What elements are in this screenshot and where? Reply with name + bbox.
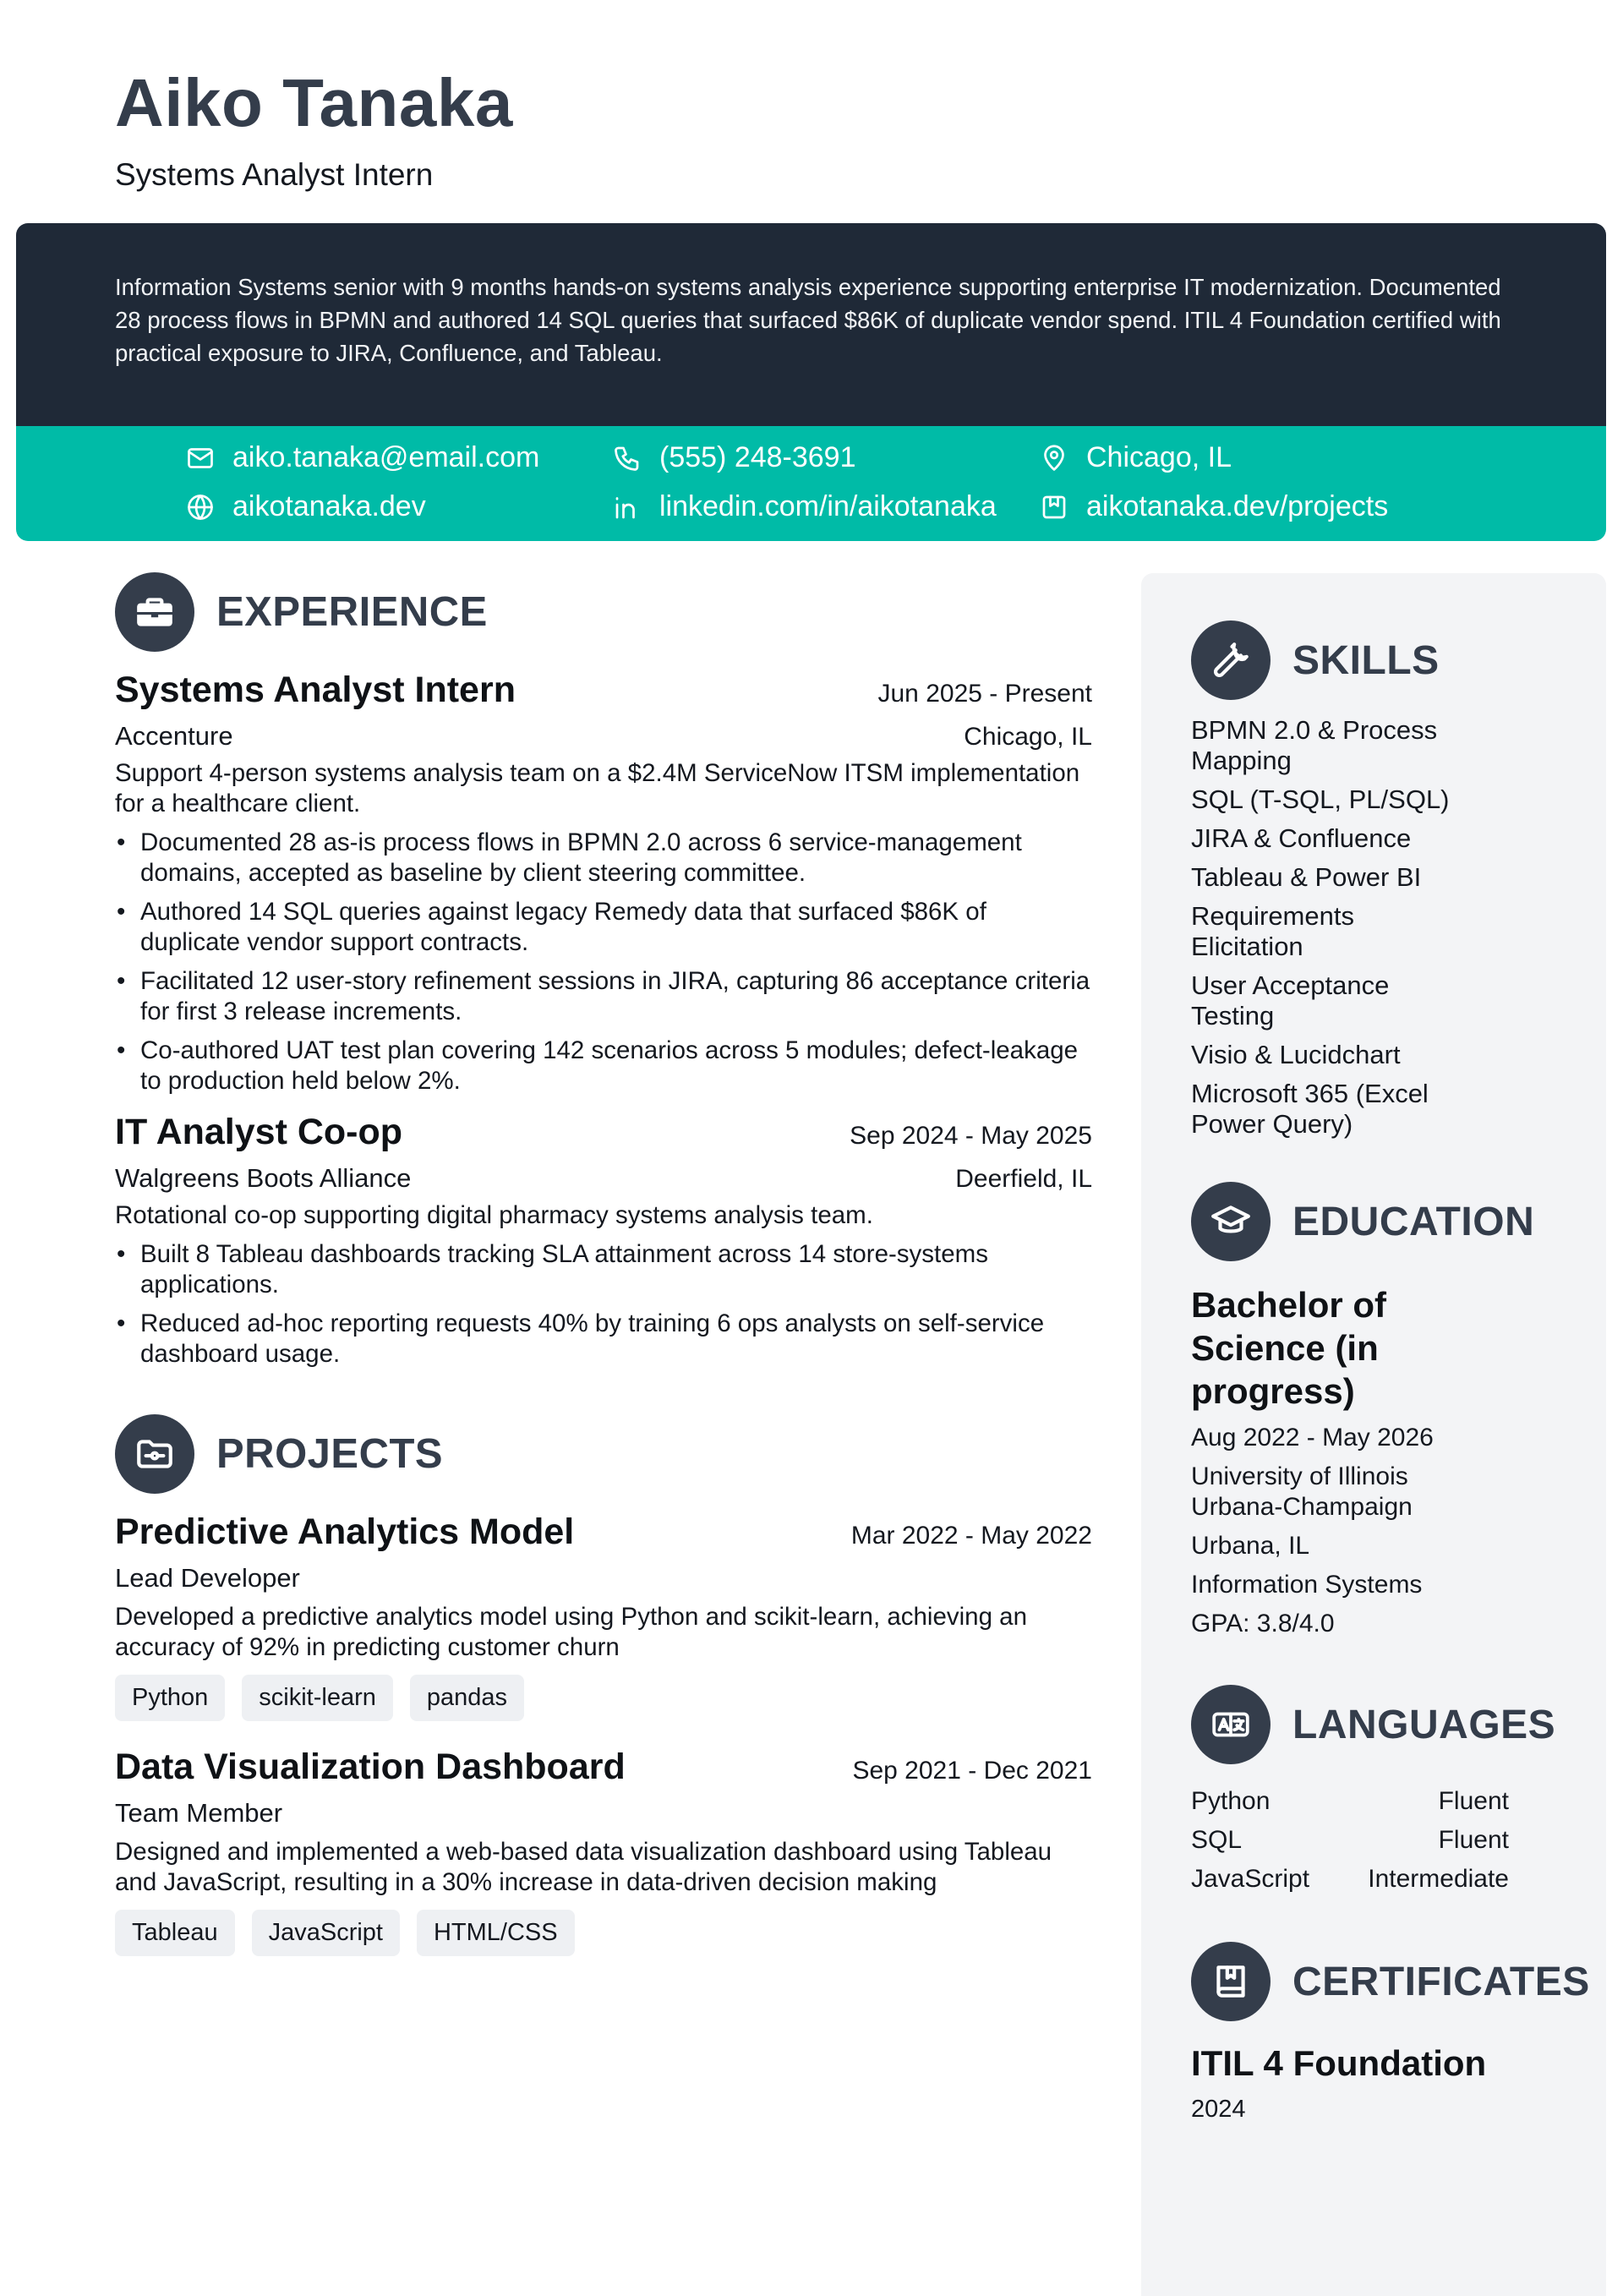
project-title: Data Visualization Dashboard — [115, 1747, 626, 1787]
certificate-year: 2024 — [1191, 2096, 1246, 2123]
linkedin-text: linkedin.com/in/aikotanaka — [659, 490, 997, 522]
job-title: Systems Analyst Intern — [115, 670, 516, 710]
project-tags — [115, 1910, 1092, 1956]
skills-list — [1191, 715, 1470, 1140]
language-name: JavaScript — [1191, 1865, 1310, 1893]
school-name: University of Illinois Urbana-Champaign — [1191, 1462, 1413, 1521]
project-role: Team Member — [115, 1798, 283, 1828]
skill-item: User Acceptance Testing — [1191, 970, 1390, 1030]
job-location: Deerfield, IL — [955, 1165, 1092, 1193]
job-title: IT Analyst Co-op — [115, 1112, 403, 1152]
languages-title: LANGUAGES — [1292, 1702, 1556, 1747]
tech-tag: scikit-learn — [242, 1675, 393, 1721]
linkedin-icon — [612, 492, 642, 522]
bullet-item: • Reduced ad-hoc reporting requests 40% by training 6 ops analysts on self-service dashboard usage. — [115, 1309, 1092, 1369]
skills-heading — [1191, 620, 1580, 700]
company-name: Accenture — [115, 721, 233, 751]
bullet-item: • Authored 14 SQL queries against legacy Remedy data that surfaced $86K of duplicate vendor support contracts. — [115, 897, 1092, 958]
job-bullets — [115, 1239, 1092, 1369]
language-row — [1191, 1786, 1509, 1817]
project-title: Predictive Analytics Model — [115, 1512, 575, 1552]
skill-item: Requirements Elicitation — [1191, 901, 1354, 961]
main-column — [115, 571, 1092, 1956]
certificate-name: ITIL 4 Foundation — [1191, 2043, 1487, 2083]
job-description: Support 4-person systems analysis team on a $2.4M ServiceNow ITSM implementation for a healthcare client. — [115, 759, 1080, 817]
briefcase-icon — [115, 572, 194, 652]
email-text: aiko.tanaka@email.com — [232, 441, 540, 473]
gpa: GPA: 3.8/4.0 — [1191, 1610, 1335, 1637]
education-title: EDUCATION — [1292, 1199, 1535, 1244]
projects-title: PROJECTS — [216, 1431, 444, 1477]
summary-section — [16, 223, 1606, 426]
summary-text: Information Systems senior with 9 months hands-on systems analysis experience supporting enterprise IT modernization. Documented 28 process flows in BPMN and authored 14 SQL queries that surfaced $86K of duplicate vendor spend. ITIL 4 Foundation certified with practical exposure to JIRA, Confluence, and Tableau. — [115, 274, 1501, 366]
location-text: Chicago, IL — [1086, 441, 1232, 473]
bullet-item: • Co-authored UAT test plan covering 142 scenarios across 5 modules; defect-leakage to production held below 2%. — [115, 1036, 1092, 1096]
education-entry — [1191, 1283, 1580, 1639]
contact-phone[interactable] — [612, 441, 856, 474]
experience-heading — [115, 571, 1092, 653]
contact-linkedin[interactable] — [612, 490, 997, 523]
skills-title: SKILLS — [1292, 637, 1440, 683]
project-entry — [115, 1512, 1092, 1721]
skill-item: Tableau & Power BI — [1191, 862, 1422, 892]
project-role: Lead Developer — [115, 1563, 300, 1593]
folder-icon — [115, 1414, 194, 1494]
phone-text: (555) 248-3691 — [659, 441, 856, 473]
resume-header — [115, 63, 513, 193]
globe-icon — [185, 492, 216, 522]
portfolio-text: aikotanaka.dev/projects — [1086, 490, 1389, 522]
language-level: Intermediate — [1368, 1865, 1509, 1893]
book-icon — [1191, 1942, 1271, 2021]
tech-tag: Tableau — [115, 1910, 235, 1956]
candidate-name: Aiko Tanaka — [115, 65, 513, 140]
skill-item: JIRA & Confluence — [1191, 823, 1412, 853]
contact-bar — [16, 426, 1606, 541]
language-level: Fluent — [1438, 1787, 1509, 1815]
experience-entry — [115, 1112, 1092, 1369]
website-text: aikotanaka.dev — [232, 490, 426, 522]
contact-portfolio[interactable] — [1039, 490, 1388, 523]
contact-website[interactable] — [185, 490, 426, 523]
tech-tag: HTML/CSS — [417, 1910, 575, 1956]
degree: Bachelor of Science (in progress) — [1191, 1285, 1387, 1411]
school-location: Urbana, IL — [1191, 1532, 1310, 1560]
tech-tag: Python — [115, 1675, 225, 1721]
projects-heading — [115, 1413, 1092, 1495]
job-dates: Jun 2025 - Present — [877, 680, 1092, 708]
bullet-item: • Facilitated 12 user-story refinement sessions in JIRA, capturing 86 acceptance criteria for first 3 release increments. — [115, 966, 1092, 1027]
skill-item: SQL (T-SQL, PL/SQL) — [1191, 784, 1450, 814]
job-location: Chicago, IL — [964, 723, 1092, 751]
certificate-entry — [1191, 2043, 1580, 2124]
mail-icon — [185, 443, 216, 473]
candidate-title: Systems Analyst Intern — [115, 157, 434, 192]
language-name: SQL — [1191, 1826, 1243, 1854]
major: Information Systems — [1191, 1571, 1423, 1599]
graduation-cap-icon — [1191, 1182, 1271, 1261]
job-bullets — [115, 828, 1092, 1096]
skill-item: BPMN 2.0 & Process Mapping — [1191, 715, 1438, 775]
skill-item: Microsoft 365 (Excel Power Query) — [1191, 1079, 1429, 1139]
experience-entry — [115, 670, 1092, 1096]
project-dates: Sep 2021 - Dec 2021 — [852, 1757, 1092, 1785]
certificates-title: CERTIFICATES — [1292, 1959, 1590, 2004]
wrench-icon — [1191, 620, 1271, 700]
contact-location — [1039, 441, 1232, 474]
language-name: Python — [1191, 1787, 1271, 1815]
tech-tag: pandas — [410, 1675, 524, 1721]
project-dates: Mar 2022 - May 2022 — [850, 1522, 1092, 1550]
language-level: Fluent — [1438, 1826, 1509, 1854]
project-tags — [115, 1675, 1092, 1721]
job-dates: Sep 2024 - May 2025 — [850, 1122, 1092, 1150]
certificates-heading — [1191, 1942, 1590, 2021]
project-entry — [115, 1747, 1092, 1956]
tech-tag: JavaScript — [252, 1910, 400, 1956]
education-dates: Aug 2022 - May 2026 — [1191, 1424, 1434, 1451]
bullet-item: • Built 8 Tableau dashboards tracking SLA attainment across 14 store-systems applications. — [115, 1239, 1092, 1300]
contact-email[interactable] — [185, 441, 539, 474]
education-heading — [1191, 1182, 1580, 1261]
translate-icon — [1191, 1685, 1271, 1764]
skill-item: Visio & Lucidchart — [1191, 1040, 1401, 1069]
languages-list — [1191, 1786, 1580, 1894]
project-description: Designed and implemented a web-based data visualization dashboard using Tableau and JavaScript, resulting in a 30% increase in data-driven decision making — [115, 1838, 1052, 1896]
experience-title: EXPERIENCE — [216, 589, 488, 635]
project-description: Developed a predictive analytics model using Python and scikit-learn, achieving an accuracy of 92% in predicting customer churn — [115, 1603, 1027, 1661]
bookmark-icon — [1039, 492, 1069, 522]
language-row — [1191, 1825, 1509, 1856]
languages-heading — [1191, 1685, 1580, 1764]
phone-icon — [612, 443, 642, 473]
bullet-item: • Documented 28 as-is process flows in BPMN 2.0 across 6 service-management domains, accepted as baseline by client steering committee. — [115, 828, 1092, 888]
language-row — [1191, 1864, 1509, 1894]
map-pin-icon — [1039, 443, 1069, 473]
sidebar — [1141, 573, 1606, 2296]
company-name: Walgreens Boots Alliance — [115, 1163, 412, 1193]
job-description: Rotational co-op supporting digital pharmacy systems analysis team. — [115, 1201, 873, 1229]
